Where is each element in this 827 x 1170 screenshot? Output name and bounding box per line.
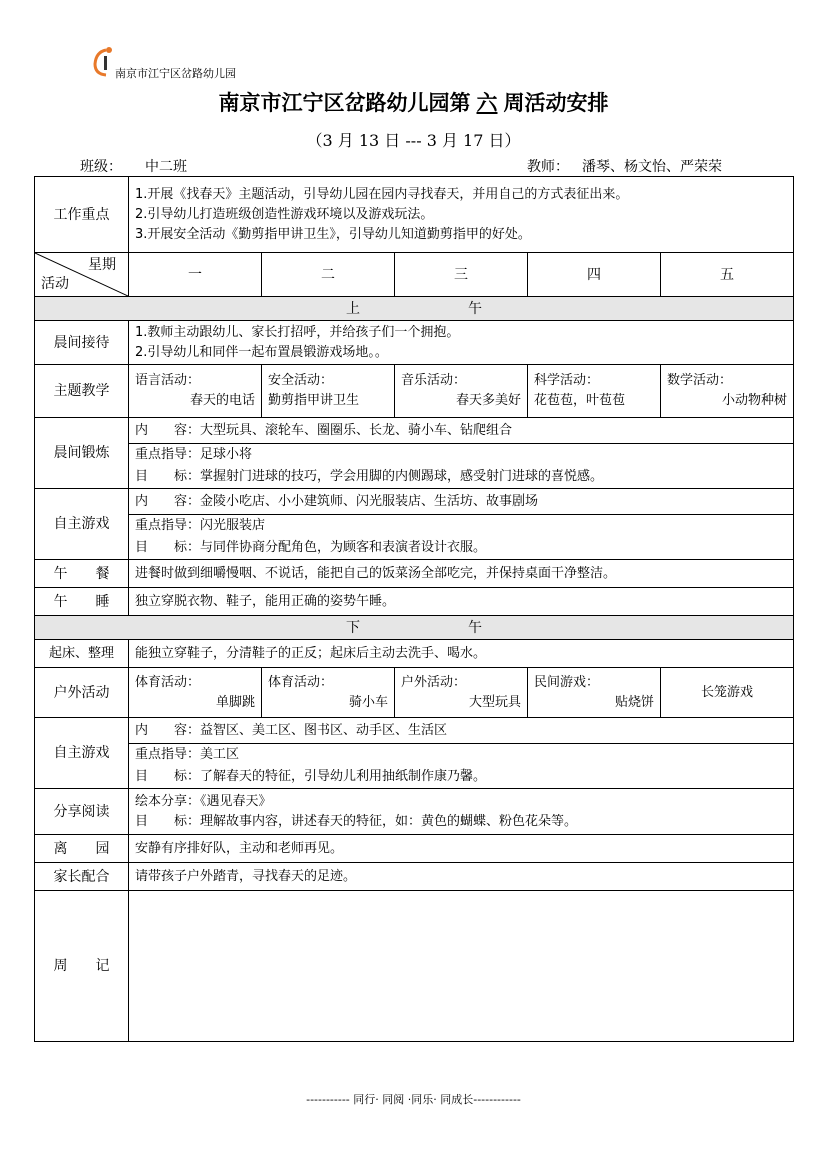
theme-label: 主题教学 xyxy=(35,365,129,418)
wakeup-row xyxy=(35,640,794,668)
free-play-am-detail xyxy=(129,515,793,559)
theme-cell-mon xyxy=(129,365,262,418)
free-play-pm-detail xyxy=(129,744,793,788)
theme-cell-tue xyxy=(262,365,395,418)
class-label: 班级： xyxy=(80,159,122,175)
leave-text: 安静有序排好队，主动和老师再见。 xyxy=(129,835,794,863)
section-char: 午 xyxy=(468,300,482,317)
wakeup-label: 起床、整理 xyxy=(35,640,129,668)
theme-type: 数学活动： xyxy=(667,373,733,388)
exercise-guide: 重点指导：足球小将 xyxy=(135,447,253,462)
outdoor-cell-thu xyxy=(528,668,661,718)
footer-slogan: ----------- 同行· 同阅 ·同乐· 同成长------------ xyxy=(306,1093,521,1106)
section-char: 下 xyxy=(346,619,360,636)
reading-label: 分享阅读 xyxy=(35,789,129,835)
free-play-pm-guide: 重点指导：美工区 xyxy=(135,747,240,762)
outdoor-type: 体育活动： xyxy=(268,674,334,690)
theme-row xyxy=(35,365,794,418)
theme-title: 勤剪指甲讲卫生 xyxy=(268,393,360,408)
lunch-label: 午 餐 xyxy=(35,560,129,588)
theme-cell-wed xyxy=(395,365,528,418)
greeting-content xyxy=(129,321,794,365)
morning-section xyxy=(35,297,794,321)
weekly-note-content xyxy=(129,891,794,1042)
theme-title: 春天的电话 xyxy=(189,393,255,408)
day-thu: 四 xyxy=(528,253,661,297)
greeting-line: 1.教师主动跟幼儿、家长打招呼，并给孩子们一个拥抱。 xyxy=(135,324,460,340)
outdoor-title: 骑小车 xyxy=(348,694,388,710)
outdoor-title: 贴烧饼 xyxy=(614,694,654,710)
theme-cell-thu xyxy=(528,365,661,418)
focus-line: 3.开展安全活动《勤剪指甲讲卫生》，引导幼儿知道勤剪指甲的好处。 xyxy=(135,226,531,242)
free-play-pm-label: 自主游戏 xyxy=(35,718,129,789)
free-play-am-row xyxy=(35,489,794,560)
leave-label: 离 园 xyxy=(35,835,129,863)
greeting-label: 晨间接待 xyxy=(35,321,129,365)
nap-row xyxy=(35,588,794,616)
title-suffix: 周活动安排 xyxy=(503,90,609,115)
logo-text: 南京市江宁区岔路幼儿园 xyxy=(115,67,236,80)
greeting-row xyxy=(35,321,794,365)
corner-weekday: 星期 xyxy=(88,257,116,273)
free-play-pm-goal: 目 标：了解春天的特征，引导幼儿利用抽纸制作康乃馨。 xyxy=(135,769,487,784)
teacher-value: 潘琴、杨文怡、严荣荣 xyxy=(570,156,762,177)
focus-label: 工作重点 xyxy=(35,177,129,253)
exercise-goal: 目 标：掌握射门进球的技巧，学会用脚的内侧踢球，感受射门进球的喜悦感。 xyxy=(135,469,604,484)
outdoor-cell-mon xyxy=(129,668,262,718)
title-week: 六 xyxy=(476,90,498,115)
outdoor-type: 体育活动： xyxy=(135,674,201,690)
greeting-line: 2.引导幼儿和同伴一起布置晨锻游戏场地。。 xyxy=(135,344,388,360)
parents-row xyxy=(35,863,794,891)
outdoor-title: 单脚跳 xyxy=(215,694,255,710)
theme-title: 春天多美好 xyxy=(455,393,521,408)
exercise-items: 内 容：大型玩具、滚轮车、圈圈乐、长龙、骑小车、钻爬组合 xyxy=(129,418,793,444)
schedule-table xyxy=(34,176,794,1042)
leave-row xyxy=(35,835,794,863)
free-play-am-items: 内 容：金陵小吃店、小小建筑师、闪光服装店、生活坊、故事剧场 xyxy=(129,489,793,515)
teacher-label: 教师： xyxy=(527,159,569,175)
theme-type: 安全活动： xyxy=(268,373,334,388)
day-tue: 二 xyxy=(262,253,395,297)
theme-type: 音乐活动： xyxy=(401,373,467,388)
page-title xyxy=(0,87,827,117)
exercise-detail xyxy=(129,444,793,488)
outdoor-type: 民间游戏： xyxy=(534,674,600,690)
wakeup-text: 能独立穿鞋子，分清鞋子的正反；起床后主动去洗手、喝水。 xyxy=(129,640,794,668)
focus-line: 1.开展《找春天》主题活动，引导幼儿园在园内寻找春天，并用自己的方式表征出来。 xyxy=(135,186,629,202)
outdoor-type: 户外活动： xyxy=(401,674,467,690)
free-play-am-label: 自主游戏 xyxy=(35,489,129,560)
outdoor-cell-wed xyxy=(395,668,528,718)
reading-book: 绘本分享：《遇见春天》 xyxy=(135,793,272,809)
focus-line: 2.引导幼儿打造班级创造性游戏环境以及游戏玩法。 xyxy=(135,206,434,222)
class-value: 中二班 xyxy=(135,156,227,177)
section-char: 午 xyxy=(468,619,482,636)
free-play-am-guide: 重点指导：闪光服装店 xyxy=(135,518,266,533)
day-mon: 一 xyxy=(129,253,262,297)
weekday-row xyxy=(35,253,794,297)
reading-content xyxy=(129,789,794,835)
morning-section-row xyxy=(35,297,794,321)
theme-type: 科学活动： xyxy=(534,373,600,388)
date-range: （3 月 13 日 --- 3 月 17 日） xyxy=(306,131,521,150)
theme-title: 花苞苞，叶苞苞 xyxy=(534,393,626,408)
free-play-pm-items: 内 容：益智区、美工区、图书区、动手区、生活区 xyxy=(129,718,793,744)
lunch-text: 进餐时做到细嚼慢咽、不说话，能把自己的饭菜汤全部吃完，并保持桌面干净整洁。 xyxy=(129,560,794,588)
theme-type: 语言活动： xyxy=(135,373,201,388)
reading-row xyxy=(35,789,794,835)
weekly-note-label: 周 记 xyxy=(35,891,129,1042)
afternoon-section-row xyxy=(35,616,794,640)
parents-label: 家长配合 xyxy=(35,863,129,891)
exercise-label: 晨间锻炼 xyxy=(35,418,129,489)
outdoor-row xyxy=(35,668,794,718)
free-play-pm-content xyxy=(129,718,794,789)
nap-label: 午 睡 xyxy=(35,588,129,616)
exercise-content xyxy=(129,418,794,489)
exercise-row xyxy=(35,418,794,489)
free-play-pm-row xyxy=(35,718,794,789)
section-char: 上 xyxy=(346,300,360,317)
outdoor-cell-fri: 长笼游戏 xyxy=(661,668,794,718)
free-play-am-goal: 目 标：与同伴协商分配角色，为顾客和表演者设计衣服。 xyxy=(135,540,487,555)
focus-content xyxy=(129,177,794,253)
day-wed: 三 xyxy=(395,253,528,297)
theme-title: 小动物种树 xyxy=(721,393,787,408)
focus-row xyxy=(35,177,794,253)
lunch-row xyxy=(35,560,794,588)
weekday-corner xyxy=(35,253,129,297)
outdoor-title: 大型玩具 xyxy=(468,694,521,710)
corner-activity: 活动 xyxy=(41,276,69,292)
weekly-note-row xyxy=(35,891,794,1042)
kindergarten-logo xyxy=(92,44,292,78)
reading-goal: 目 标：理解故事内容，讲述春天的特征，如：黄色的蝴蝶、粉色花朵等。 xyxy=(135,813,578,829)
day-fri: 五 xyxy=(661,253,794,297)
outdoor-cell-tue xyxy=(262,668,395,718)
nap-text: 独立穿脱衣物、鞋子，能用正确的姿势午睡。 xyxy=(129,588,794,616)
theme-cell-fri xyxy=(661,365,794,418)
parents-text: 请带孩子户外踏青，寻找春天的足迹。 xyxy=(129,863,794,891)
outdoor-label: 户外活动 xyxy=(35,668,129,718)
free-play-am-content xyxy=(129,489,794,560)
afternoon-section xyxy=(35,616,794,640)
title-prefix: 南京市江宁区岔路幼儿园第 xyxy=(218,90,471,115)
